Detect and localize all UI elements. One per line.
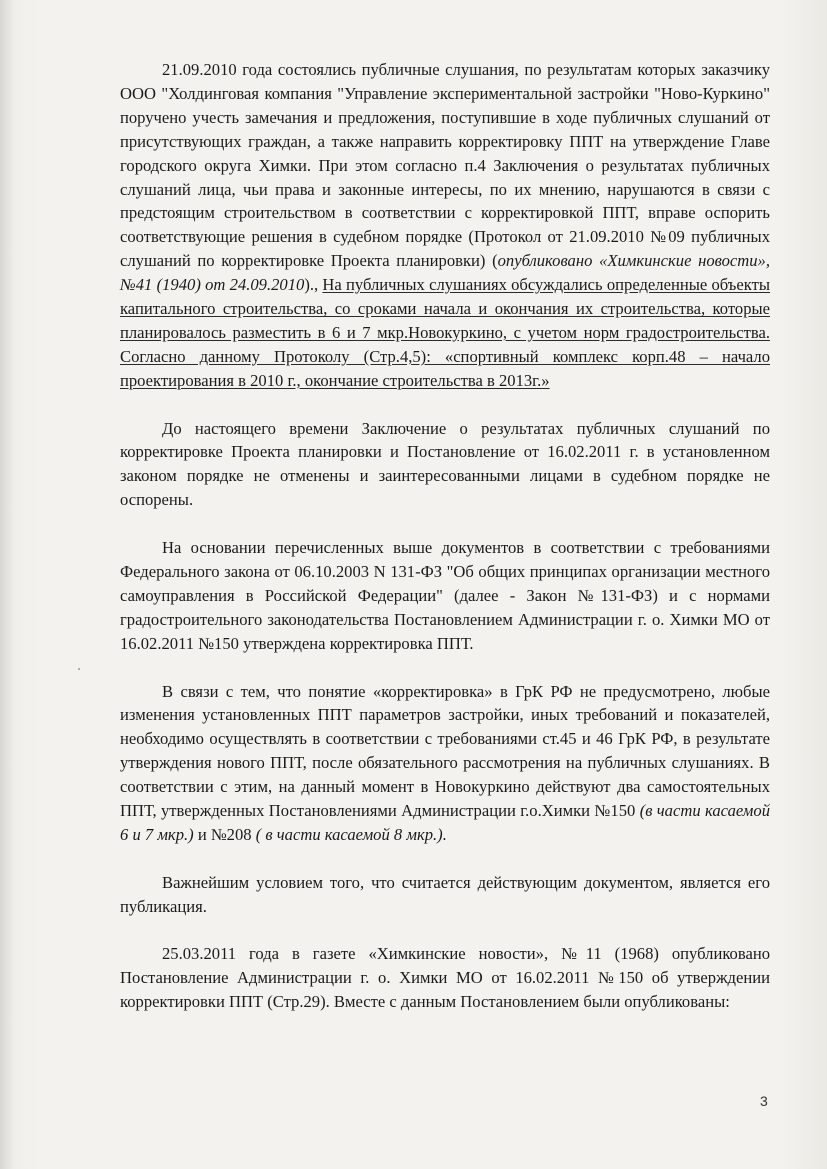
text-segment: Важнейшим условием того, что считается действующим документом, является его публикация.	[120, 872, 770, 916]
paragraph-publication-importance	[120, 871, 770, 919]
text-segment: и №208	[193, 824, 256, 844]
paragraph-correction-concept	[120, 680, 770, 847]
page-number: 3	[760, 1093, 768, 1109]
paragraph-publication-date	[120, 942, 770, 1014]
paragraph-legal-basis	[120, 536, 770, 656]
text-segment: До настоящего времени Заключение о результатах публичных слушаний по корректировке Проекта планировки и Постановление от 16.02.2011 г. в установленном законом порядке не отменены и заинтересованными лицами в судебном порядке не оспорены.	[120, 418, 770, 510]
paragraph-conclusion-status	[120, 417, 770, 513]
text-segment: В связи с тем, что понятие «корректировка» в ГрК РФ не предусмотрено, любые изменения установленных ППТ параметров застройки, иных требований и показателей, необходимо осуществлять в соответствии с требованиями ст.45 и 46 ГрК РФ, в результате утверждения нового ППТ, после обязательного рассмотрения на публичных слушаниях. В соответствии с этим, на данный момент в Новокуркино действуют два самостоятельных ППТ, утвержденных Постановлениями Администрации г.о.Химки №150	[120, 681, 770, 821]
text-segment-italic: ( в части касаемой 8 мкр.).	[255, 824, 447, 844]
document-body	[120, 58, 770, 1014]
text-segment: 25.03.2011 года в газете «Химкинские новости», №11 (1968) опубликовано Постановление Администрации г. о. Химки МО от 16.02.2011 №150 об утверждении корректировки ППТ (Стр.29). Вместе с данным Постановлением были опубликованы:	[120, 944, 770, 1012]
paragraph-hearings	[120, 58, 770, 393]
text-segment-italic: (в части касаемой 6 и 7 мкр.)	[120, 801, 770, 844]
scan-speck	[78, 668, 80, 670]
text-segment: На основании перечисленных выше документов в соответствии с требованиями Федерального закона от 06.10.2003 N 131-ФЗ "Об общих принципах организации местного самоуправления в Российской Федерации" (далее - Закон №131-ФЗ) и с нормами градостроительного законодательства Постановлением Администрации г. о. Химки МО от 16.02.2011 №150 утверждена корректировка ППТ.	[120, 538, 770, 653]
text-segment: ).,	[304, 275, 323, 295]
text-segment-italic: опубликовано «Химкинские новости», №41 (1940) от 24.09.2010	[120, 251, 770, 295]
text-segment-underlined: На публичных слушаниях обсуждались определенные объекты капитального строительства, со сроками начала и окончания их строительства, которые планировалось разместить в 6 и 7 мкр.Новокуркино, с учетом норм градостроительства. Согласно данному Протоколу (Стр.4,5): «спортивный комплекс корп.48 – начало проектирования в 2010 г., окончание строительства в 2013г.»	[120, 275, 770, 390]
text-segment: 21.09.2010 года состоялись публичные слушания, по результатам которых заказчику ООО "Холдинговая компания "Управление экспериментальной застройки "Ново-Куркино" поручено учесть замечания и предложения, поступившие в ходе публичных слушаний от присутствующих граждан, а также направить корректировку ППТ на утверждение Главе городского округа Химки. При этом согласно п.4 Заключения о результатах публичных слушаний лица, чьи права и законные интересы, по их мнению, нарушаются в связи с предстоящим строительством в соответствии с корректировкой ППТ, вправе оспорить соответствующие решения в судебном порядке (Протокол от 21.09.2010 №09 публичных слушаний по корректировке Проекта планировки) (	[120, 60, 770, 271]
